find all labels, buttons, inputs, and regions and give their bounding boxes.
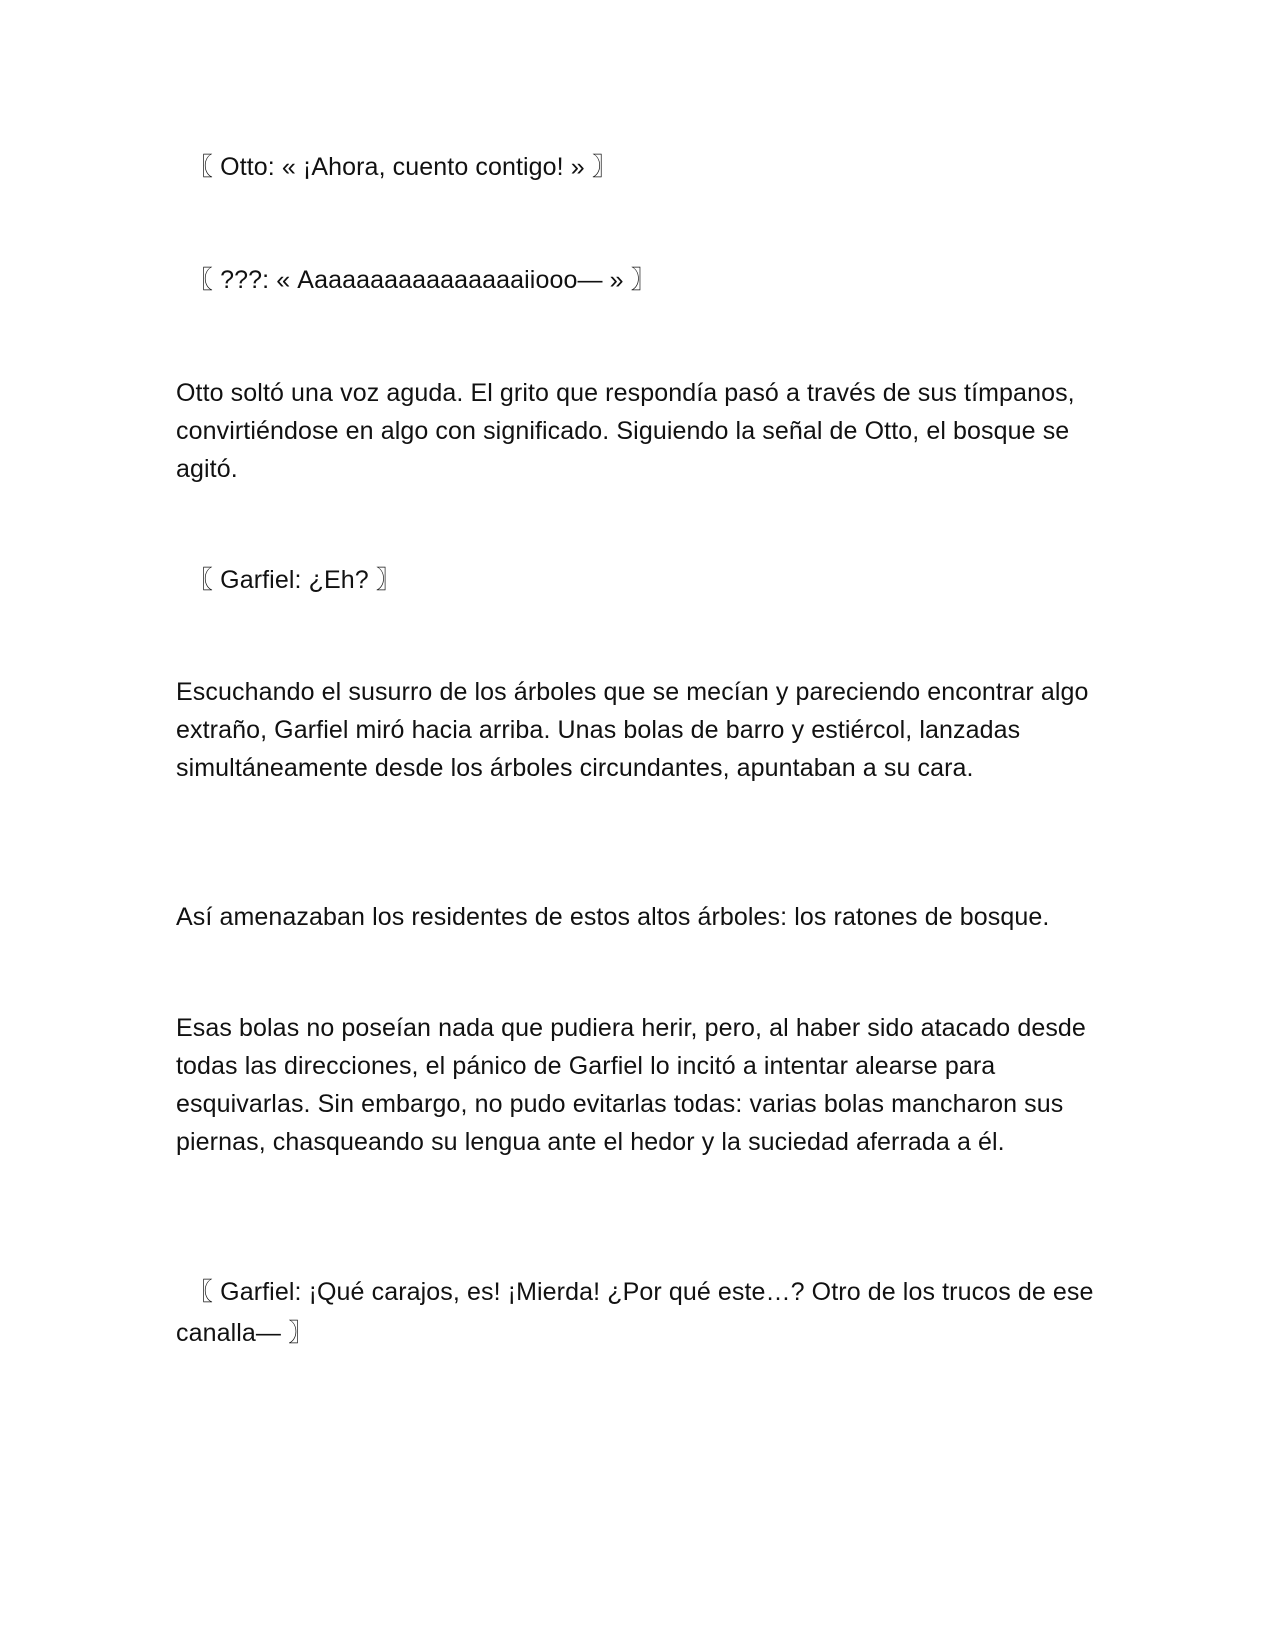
narration-paragraph: Otto soltó una voz aguda. El grito que respondía pasó a través de sus tímpanos, convirtiéndose en algo con significado. Siguiendo la señal de Otto, el bosque se agitó. xyxy=(176,379,1075,483)
dialogue-otto-line: 〖 Otto: « ¡Ahora, cuento contigo! » 〗 xyxy=(188,153,617,181)
dialogue-garfiel-outburst: 〖 Garfiel: ¡Qué carajos, es! ¡Mierda! ¿Por qué este…? Otro de los trucos de ese canalla— 〗 xyxy=(176,1278,1094,1347)
dialogue-garfiel-eh: 〖 Garfiel: ¿Eh? 〗 xyxy=(188,566,401,594)
dialogue-unknown-cry: 〖 ???: « Aaaaaaaaaaaaaaaaiiooo— » 〗 xyxy=(188,266,656,294)
narration-paragraph: Escuchando el susurro de los árboles que se mecían y pareciendo encontrar algo extraño, Garfiel miró hacia arriba. Unas bolas de barro y estiércol, lanzadas simultáneamente desde los árboles circundantes, apuntaban a su cara. xyxy=(176,678,1089,782)
narration-paragraph: Así amenazaban los residentes de estos altos árboles: los ratones de bosque. xyxy=(176,903,1050,931)
narration-paragraph: Esas bolas no poseían nada que pudiera herir, pero, al haber sido atacado desde todas las direcciones, el pánico de Garfiel lo incitó a intentar alearse para esquivarlas. Sin embargo, no pudo evitarlas todas: varias bolas mancharon sus piernas, chasqueando su lengua ante el hedor y la suciedad aferrada a él. xyxy=(176,1014,1086,1156)
